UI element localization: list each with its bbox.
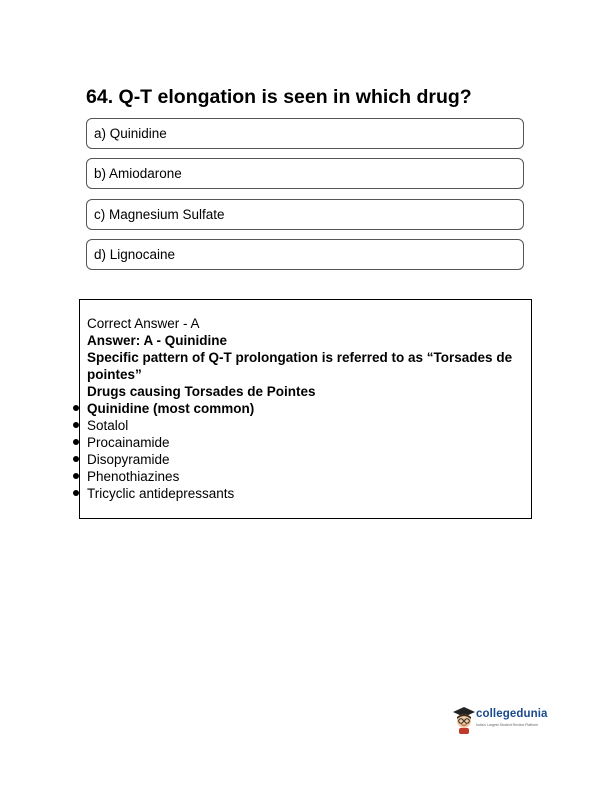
- question-title: 64. Q-T elongation is seen in which drug?: [86, 86, 472, 108]
- answer-line: Answer: A - Quinidine: [87, 333, 228, 348]
- student-mascot-icon: [452, 705, 476, 735]
- option-a[interactable]: a) Quinidine: [86, 118, 524, 149]
- brand-name: collegedunia: [476, 708, 548, 720]
- answer-content: [87, 315, 527, 502]
- correct-answer-label: Correct Answer - A: [87, 316, 200, 331]
- pattern-line: Specific pattern of Q-T prolongation is referred to as “Torsades de pointes”: [87, 350, 513, 382]
- brand-tagline: India's Largest Student Review Platform: [476, 723, 539, 727]
- option-c[interactable]: c) Magnesium Sulfate: [86, 199, 524, 230]
- drug-list: [87, 400, 527, 502]
- option-d[interactable]: d) Lignocaine: [86, 239, 524, 270]
- list-item: Disopyramide: [87, 451, 527, 468]
- drugs-heading: Drugs causing Torsades de Pointes: [87, 384, 316, 399]
- list-item: Procainamide: [87, 434, 527, 451]
- list-item: Quinidine (most common): [87, 400, 527, 417]
- list-item: Sotalol: [87, 417, 527, 434]
- collegedunia-logo: [452, 705, 562, 739]
- option-b[interactable]: b) Amiodarone: [86, 158, 524, 189]
- list-item: Tricyclic antidepressants: [87, 485, 527, 502]
- answer-box: [79, 299, 532, 519]
- list-item: Phenothiazines: [87, 468, 527, 485]
